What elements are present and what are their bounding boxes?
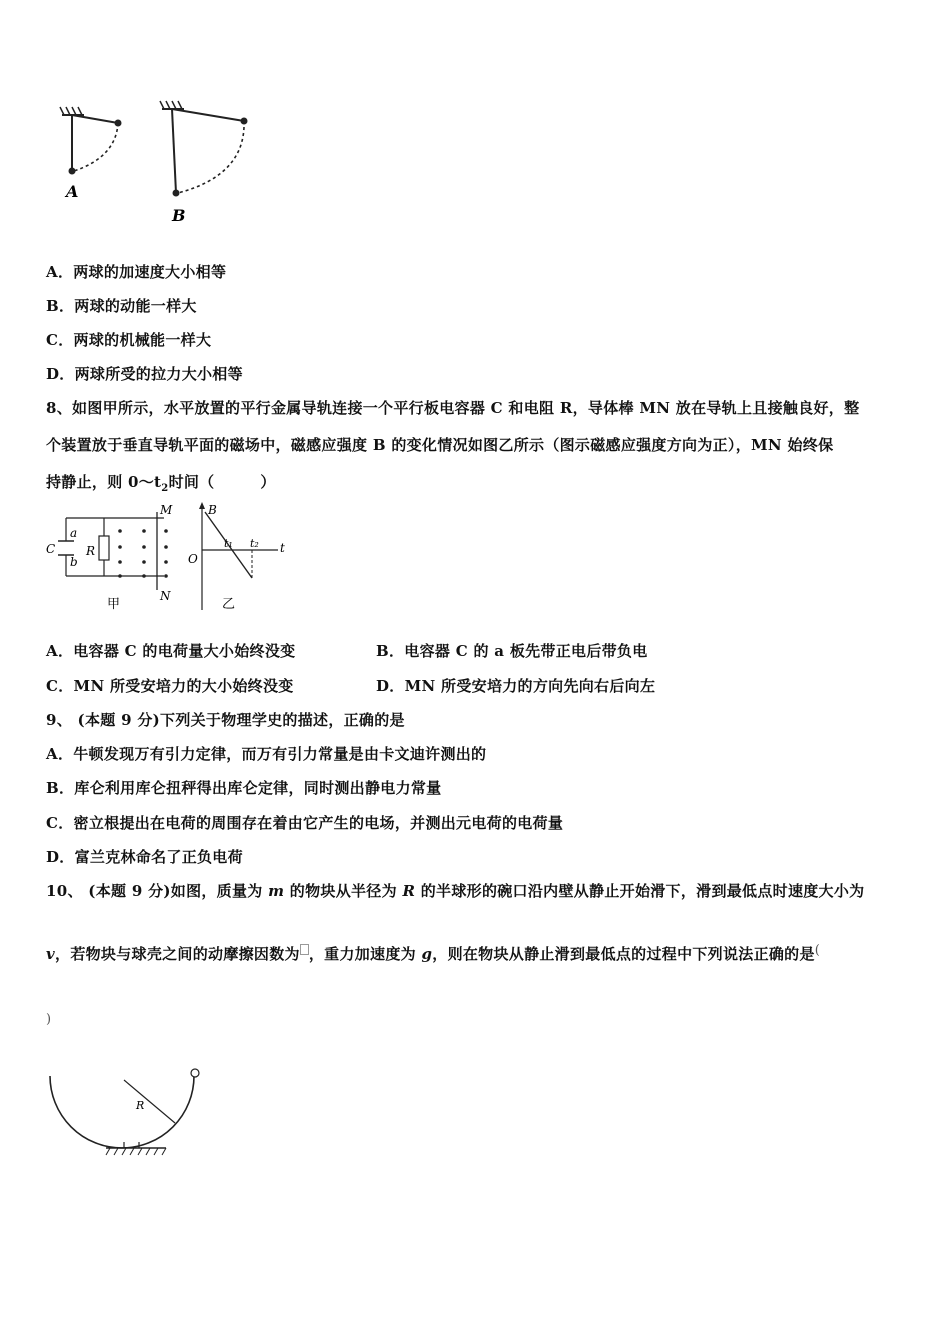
resistor-r-label: R [86,544,96,558]
q10-open-paren: ( [814,943,821,958]
q7-option-b: B．两球的动能一样大 [46,297,197,315]
q8-stem-line2: 个装置放于垂直导轨平面的磁场中，磁感应强度 B 的变化情况如图乙所示（图示磁感应强度方向为正），MN 始终保 [46,436,834,454]
q7-option-d: D．两球所受的拉力大小相等 [46,365,243,383]
graph-origin-label: O [188,552,198,566]
q9-option-d: D．富兰克林命名了正负电荷 [46,848,243,866]
q8-stem-line3: 持静止，则 $0\sim t_2$时间（ ） [46,473,276,494]
graph-t-axis-label: t [280,541,285,555]
bowl-figure [44,1062,209,1170]
q10-close-paren: ) [46,1012,52,1027]
capacitor-a-label: a [70,526,78,540]
q9-stem: 9、 (本题 9 分)下列关于物理学史的描述，正确的是 [46,711,405,729]
graph-t1-label: t₁ [224,537,233,550]
q8-option-d: D．MN 所受安培力的方向先向右后向左 [376,677,656,695]
q9-option-a: A．牛顿发现万有引力定律，而万有引力常量是由卡文迪许测出的 [46,745,487,763]
q9-option-b: B．库仑利用库仑扭秤得出库仑定律，同时测出静电力常量 [46,779,442,797]
pendulum-b-label: B [172,206,186,225]
graph-t2-label: t₂ [250,537,259,550]
q8-option-b: B．电容器 C 的 a 板先带正电后带负电 [376,642,648,660]
q8-stem-line1: 8、如图甲所示，水平放置的平行金属导轨连接一个平行板电容器 C 和电阻 R，导体棒 MN 放在导轨上且接触良好，整 [46,399,860,417]
q8-figure [44,500,294,618]
figure-yi-label: 乙 [222,597,236,612]
graph-b-axis-label: B [208,503,217,517]
capacitor-b-label: b [70,555,78,569]
figure-jia-label: 甲 [107,597,121,612]
capacitor-c-label: C [46,542,56,556]
q10-stem-line2: v，若物块与球壳之间的动摩擦因数为 ，重力加速度为 g，则在物块从静止滑到最低点的过程中下列说法正确的是( [46,943,821,963]
bowl-radius-label: R [136,1099,145,1112]
q8-option-c: C．MN 所受安培力的大小始终没变 [46,677,294,695]
pendulum-figure [50,95,260,230]
bar-m-label: M [160,503,173,517]
q7-option-a: A．两球的加速度大小相等 [46,263,227,281]
q8-option-a: A．电容器 C 的电荷量大小始终没变 [46,642,296,660]
pendulum-a-label: A [66,182,79,201]
q10-stem-line1: 10、 (本题 9 分)如图，质量为 m 的物块从半径为 R 的半球形的碗口沿内壁从静止开始滑下，滑到最低点时速度大小为 [46,882,865,900]
bar-n-label: N [160,589,171,603]
q7-option-c: C．两球的机械能一样大 [46,331,212,349]
mu-placeholder-box [300,944,309,955]
q9-option-c: C．密立根提出在电荷的周围存在着由它产生的电场，并测出元电荷的电荷量 [46,814,564,832]
